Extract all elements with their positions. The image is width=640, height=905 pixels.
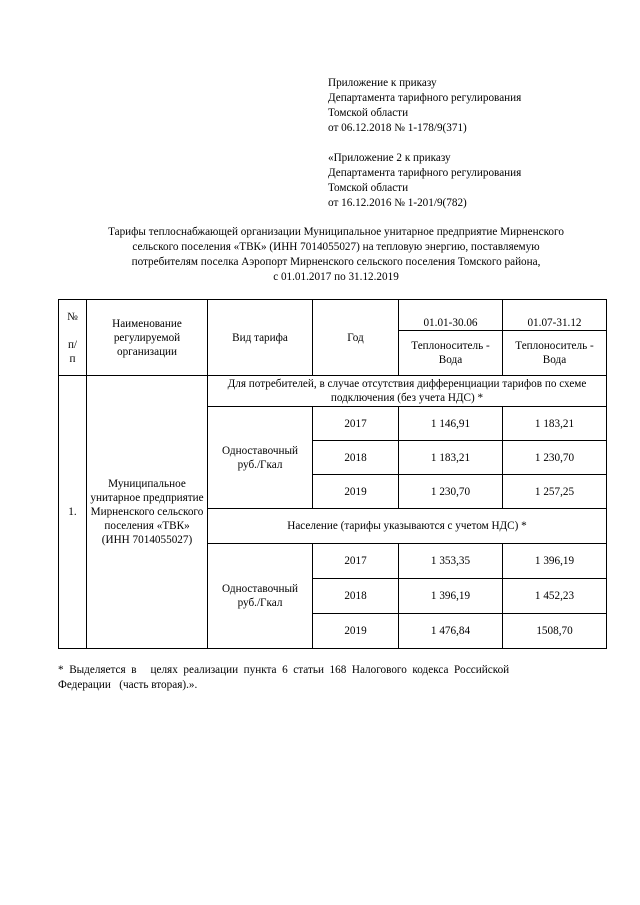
year-cell: 2019 — [313, 614, 399, 649]
table-header-row — [59, 300, 607, 331]
year-cell: 2018 — [313, 579, 399, 614]
tariff-table — [58, 299, 607, 649]
header-carrier-2: Теплоноситель - Вода — [503, 331, 607, 376]
tariff-value: 1 257,25 — [503, 475, 607, 509]
appendix-line: Департамента тарифного регулирования — [328, 167, 522, 179]
tariff-value: 1 396,19 — [399, 579, 503, 614]
tariff-value: 1 353,35 — [399, 544, 503, 579]
tariff-value: 1508,70 — [503, 614, 607, 649]
header-period-2: 01.07-31.12 — [503, 300, 607, 331]
document-title — [50, 225, 622, 285]
appendix-line: Приложение к приказу — [328, 77, 437, 89]
org-name: Муниципальное унитарное предприятие Мирненского сельского поселения «ТВК» (ИНН 7014055027) — [87, 376, 208, 649]
section-label-consumers: Для потребителей, в случае отсутствия дифференциации тарифов по схеме подключения (без учета НДС) * — [208, 376, 607, 407]
tariff-value: 1 146,91 — [399, 407, 503, 441]
footnote-line: * Выделяется в целях реализации пункта 6 статьи 168 Налогового кодекса Российской — [58, 664, 510, 676]
section-label-population: Население (тарифы указываются с учетом НДС) * — [208, 509, 607, 544]
appendix-header-previous — [328, 151, 521, 211]
tariff-value: 1 452,23 — [503, 579, 607, 614]
year-cell: 2017 — [313, 544, 399, 579]
tariff-value: 1 230,70 — [503, 441, 607, 475]
tariff-value: 1 476,84 — [399, 614, 503, 649]
tariff-value: 1 230,70 — [399, 475, 503, 509]
title-line: сельского поселения «ТВК» (ИНН 7014055027) на тепловую энергию, поставляемую — [132, 241, 540, 253]
header-year: Год — [313, 300, 399, 376]
row-number: 1. — [59, 376, 87, 649]
appendix-line: «Приложение 2 к приказу — [328, 152, 451, 164]
appendix-order-date: от 06.12.2018 № 1-178/9(371) — [328, 122, 467, 134]
section-row — [59, 376, 607, 407]
header-carrier-1: Теплоноситель - Вода — [399, 331, 503, 376]
title-line: с 01.01.2017 по 31.12.2019 — [273, 271, 399, 283]
year-cell: 2018 — [313, 441, 399, 475]
title-line: потребителям поселка Аэропорт Мирненского сельского поселения Томского района, — [131, 256, 541, 268]
footnote — [58, 663, 606, 693]
tariff-value: 1 183,21 — [399, 441, 503, 475]
appendix-order-date: от 16.12.2016 № 1-201/9(782) — [328, 197, 467, 209]
appendix-line: Томской области — [328, 182, 409, 194]
appendix-line: Томской области — [328, 107, 409, 119]
title-line: Тарифы теплоснабжающей организации Муниципальное унитарное предприятие Мирненского — [108, 226, 564, 238]
tariff-type: Одноставочный руб./Гкал — [208, 407, 313, 509]
tariff-value: 1 183,21 — [503, 407, 607, 441]
tariff-value: 1 396,19 — [503, 544, 607, 579]
appendix-line: Департамента тарифного регулирования — [328, 92, 522, 104]
header-num: № п/ п — [59, 300, 87, 376]
header-tariff-type: Вид тарифа — [208, 300, 313, 376]
year-cell: 2017 — [313, 407, 399, 441]
year-cell: 2019 — [313, 475, 399, 509]
header-period-1: 01.01-30.06 — [399, 300, 503, 331]
appendix-header-current — [328, 76, 521, 136]
header-org: Наименование регулируемой организации — [87, 300, 208, 376]
footnote-line: Федерации (часть вторая).». — [58, 679, 198, 691]
tariff-type: Одноставочный руб./Гкал — [208, 544, 313, 649]
